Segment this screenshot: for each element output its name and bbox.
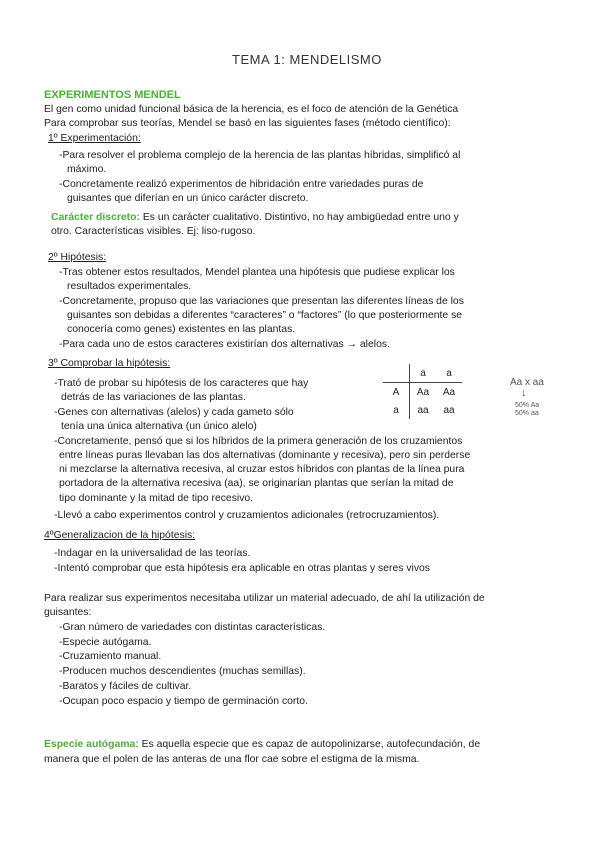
punnett-cell: A [383,383,410,402]
caracter-discreto-term: Carácter discreto: [51,212,140,223]
punnett-cell: a [410,364,437,383]
material-item: -Producen muchos descendientes (muchas semillas). [59,666,306,677]
punnett-square [383,364,462,419]
phase3-line: ni mezclarse la alternativa recesiva, al cruzar estos híbridos con plantas de la línea pura [59,464,465,475]
phase3-line: -Llevó a cabo experimentos control y cruzamientos adicionales (retrocruzamientos). [54,510,440,521]
especie-autogama-def: Es aquella especie que es capaz de autopolinizarse, autofecundación, de [138,739,481,750]
cross-note: Aa x aa [510,377,544,388]
punnett-cell [383,364,410,383]
down-arrow-icon: ↓ [521,387,527,399]
material-item: -Ocupan poco espacio y tiempo de germinación corto. [59,696,308,707]
phase4-line: -Indagar en la universalidad de las teorías. [54,548,251,559]
intro-line: Para comprobar sus teorías, Mendel se basó en las siguientes fases (método científico): [44,118,451,129]
phase1-line: máximo. [67,164,107,175]
punnett-cell: Aa [416,386,430,398]
phase1-heading: 1º Experimentación: [48,133,141,144]
punnett-cell: a [436,364,462,383]
phase2-heading: 2º Hipótesis: [48,252,107,263]
phase3-line: tenía una única alternativa (un único alelo) [61,421,257,432]
phase1-line: -Concretamente realizó experimentos de hibridación entre variedades puras de [59,179,424,190]
phase3-line: entre líneas puras llevaban las dos alternativas (dominante y recesiva), pero sin perderse [59,450,471,461]
material-line: guisantes: [44,607,92,618]
phase3-heading: 3º Comprobar la hipótesis: [48,358,171,369]
phase2-line: resultados experimentales. [67,281,192,292]
punnett-cell: aa [417,404,429,416]
phase1-line: -Para resolver el problema complejo de la herencia de las plantas híbridas, simplificó al [59,150,461,161]
page-title: TEMA 1: MENDELISMO [232,52,382,67]
phase3-line: -Concretamente, pensó que si los híbridos de la primera generación de los cruzamientos [54,436,463,447]
phase4-line: -Intentó comprobar que esta hipótesis era aplicable en otras plantas y seres vivos [54,563,431,574]
caracter-discreto-line: otro. Características visibles. Ej: liso-rugoso. [51,226,256,237]
phase2-line: guisantes son debidas a diferentes “caracteres” o “factores” (lo que posteriormente se [67,310,463,321]
phase2-line: -Para cada uno de estos caracteres existirían dos alternativas → alelos. [59,339,390,350]
caracter-discreto-line [51,211,459,224]
especie-autogama-line: manera que el polen de las anteras de una flor cae sobre el estigma de la misma. [44,754,420,765]
phase3-line: detrás de las variaciones de las plantas. [61,392,246,403]
cross-result: 50% aa [515,410,539,417]
phase4-heading: 4ºGeneralizacion de la hipótesis: [44,530,196,541]
punnett-cell: aa [443,404,455,416]
phase3-line: portadora de la alternativa recesiva (aa), se originarían plantas que serían la mitad de [59,478,454,489]
intro-line: El gen como unidad funcional básica de la herencia, es el foco de atención de la Genética [44,104,459,115]
phase2-line: -Concretamente, propuso que las variaciones que presentan las diferentes líneas de los [59,296,464,307]
caracter-discreto-def: Es un carácter cualitativo. Distintivo, no hay ambigüedad entre uno y [139,212,459,223]
phase1-line: guisantes que diferían en un único carácter discreto. [67,193,309,204]
especie-autogama-term: Especie autógama: [44,739,139,750]
phase3-line: tipo dominante y la mitad de tipo recesivo. [59,493,254,504]
material-item: -Gran número de variedades con distintas características. [59,622,326,633]
cross-result: 50% Aa [515,402,540,409]
punnett-cell: Aa [442,386,456,398]
punnett-cell: a [383,401,410,419]
material-item: -Cruzamiento manual. [59,651,162,662]
material-item: -Baratos y fáciles de cultivar. [59,681,192,692]
material-line: Para realizar sus experimentos necesitaba utilizar un material adecuado, de ahí la utilización de [44,593,485,604]
section-heading: EXPERIMENTOS MENDEL [44,89,181,101]
material-item: -Especie autógama. [59,637,152,648]
phase2-line: -Tras obtener estos resultados, Mendel plantea una hipótesis que pudiese explicar los [59,267,455,278]
especie-autogama-line [44,738,480,751]
phase2-line: conocería como genes) existentes en las plantas. [67,324,296,335]
phase3-line: -Genes con alternativas (alelos) y cada gameto sólo [54,407,294,418]
phase3-line: -Trató de probar su hipótesis de los caracteres que hay [54,378,309,389]
